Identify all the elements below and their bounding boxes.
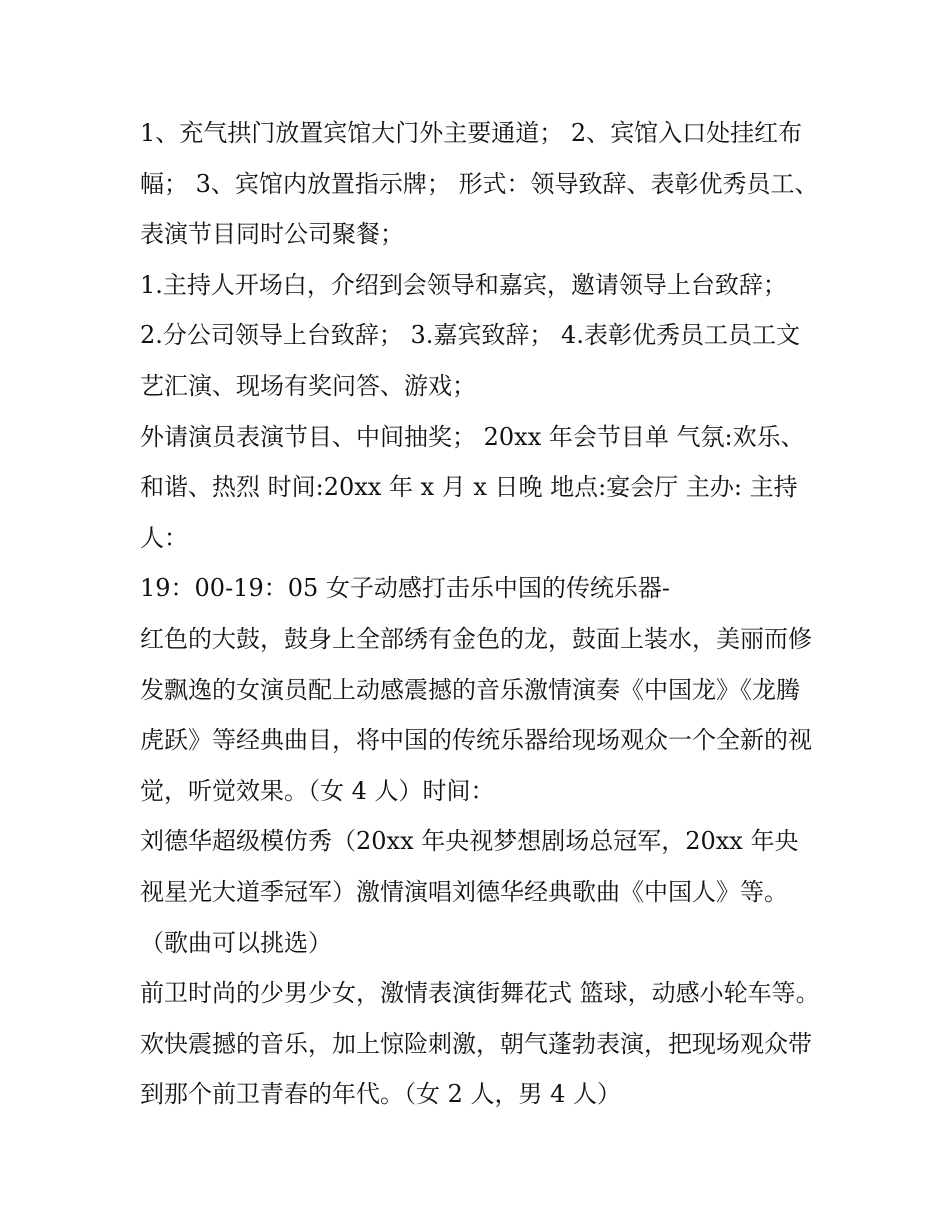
paragraph-speeches: 2.分公司领导上台致辞； 3.嘉宾致辞； 4.表彰优秀员工员工文艺汇演、现场有奖问答、游戏； — [140, 321, 800, 400]
paragraph-host-opening: 1.主持人开场白，介绍到会领导和嘉宾，邀请领导上台致辞； — [140, 270, 787, 299]
paragraph-schedule-item: 19：00-19：05 女子动感打击乐中国的传统乐器- — [140, 574, 671, 603]
paragraph-venue-setup: 1、充气拱门放置宾馆大门外主要通道； 2、宾馆入口处挂红布幅； 3、宾馆内放置指示牌； 形式：领导致辞、表彰优秀员工、表演节目同时公司聚餐； — [140, 119, 819, 249]
paragraph-street-dance: 前卫时尚的少男少女，激情表演街舞花式 篮球，动感小轮车等。欢快震撼的音乐，加上惊险刺激，朝气蓬勃表演，把现场观众带到那个前卫青春的年代。（女 2 人，男 4 人） — [140, 979, 820, 1109]
document-body — [140, 108, 820, 1120]
paragraph-impersonation-show: 刘德华超级模仿秀（20xx 年央视梦想剧场总冠军，20xx 年央视星光大道季冠军）激情演唱刘德华经典歌曲《中国人》等。（歌曲可以挑选） — [140, 827, 799, 957]
paragraph-drum-performance: 红色的大鼓，鼓身上全部绣有金色的龙，鼓面上装水，美丽而修发飘逸的女演员配上动感震撼的音乐激情演奏《中国龙》《龙腾虎跃》等经典曲目，将中国的传统乐器给现场观众一个全新的视觉，听觉效果。（女 4 人）时间： — [140, 624, 812, 805]
paragraph-program-info: 外请演员表演节目、中间抽奖； 20xx 年会节目单 气氛:欢乐、和谐、热烈 时间:20xx 年 x 月 x 日晚 地点:宴会厅 主办: 主持人： — [140, 422, 805, 552]
